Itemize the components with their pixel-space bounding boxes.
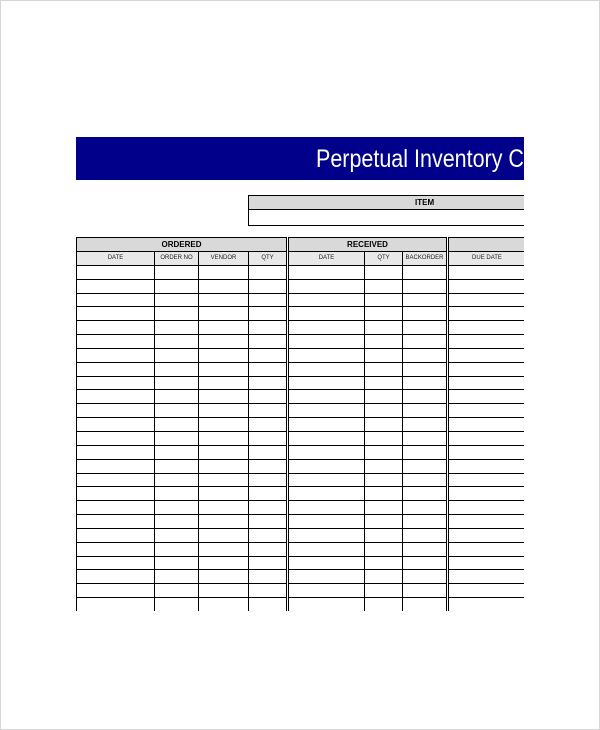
inventory-table bbox=[76, 237, 566, 611]
table-body bbox=[77, 265, 566, 611]
table-cell[interactable] bbox=[448, 418, 526, 432]
table-cell[interactable] bbox=[155, 293, 199, 307]
table-cell[interactable] bbox=[155, 542, 199, 556]
table-cell[interactable] bbox=[155, 501, 199, 515]
table-cell[interactable] bbox=[249, 293, 288, 307]
table-cell[interactable] bbox=[403, 265, 448, 279]
table-cell[interactable] bbox=[403, 390, 448, 404]
table-cell[interactable] bbox=[199, 362, 249, 376]
table-cell[interactable] bbox=[199, 542, 249, 556]
col-qty-ordered: QTY bbox=[249, 252, 288, 266]
table-cell[interactable] bbox=[249, 584, 288, 598]
table-cell[interactable] bbox=[288, 528, 365, 542]
table-cell[interactable] bbox=[448, 570, 526, 584]
table-cell[interactable] bbox=[403, 542, 448, 556]
table-cell[interactable] bbox=[155, 431, 199, 445]
col-vendor: VENDOR bbox=[199, 252, 249, 266]
table-cell[interactable] bbox=[77, 431, 155, 445]
table-row bbox=[77, 279, 566, 293]
col-order-no: ORDER NO bbox=[155, 252, 199, 266]
table-cell[interactable] bbox=[199, 584, 249, 598]
table-cell[interactable] bbox=[155, 584, 199, 598]
table-cell[interactable] bbox=[365, 279, 403, 293]
table-cell[interactable] bbox=[249, 265, 288, 279]
table-cell[interactable] bbox=[199, 335, 249, 349]
table-row bbox=[77, 598, 566, 611]
table-cell[interactable] bbox=[77, 376, 155, 390]
table-cell[interactable] bbox=[365, 570, 403, 584]
table-cell[interactable] bbox=[249, 321, 288, 335]
table-cell[interactable] bbox=[199, 348, 249, 362]
table-cell[interactable] bbox=[403, 279, 448, 293]
table-cell[interactable] bbox=[77, 515, 155, 529]
table-row bbox=[77, 570, 566, 584]
table-cell[interactable] bbox=[403, 598, 448, 611]
column-header-row bbox=[77, 252, 566, 266]
col-date-received: DATE bbox=[288, 252, 365, 266]
table-cell[interactable] bbox=[448, 598, 526, 611]
table-cell[interactable] bbox=[448, 321, 526, 335]
table-cell[interactable] bbox=[288, 390, 365, 404]
table-cell[interactable] bbox=[365, 459, 403, 473]
table-cell[interactable] bbox=[288, 584, 365, 598]
table-cell[interactable] bbox=[249, 404, 288, 418]
table-row bbox=[77, 348, 566, 362]
table-cell[interactable] bbox=[448, 390, 526, 404]
table-cell[interactable] bbox=[199, 556, 249, 570]
table-cell[interactable] bbox=[403, 487, 448, 501]
table-cell[interactable] bbox=[365, 528, 403, 542]
table-cell[interactable] bbox=[77, 348, 155, 362]
table-cell[interactable] bbox=[288, 556, 365, 570]
table-cell[interactable] bbox=[288, 307, 365, 321]
table-cell[interactable] bbox=[155, 348, 199, 362]
table-cell[interactable] bbox=[365, 501, 403, 515]
table-cell[interactable] bbox=[403, 348, 448, 362]
table-cell[interactable] bbox=[365, 265, 403, 279]
table-cell[interactable] bbox=[155, 404, 199, 418]
table-cell[interactable] bbox=[448, 307, 526, 321]
table-cell[interactable] bbox=[249, 307, 288, 321]
table-cell[interactable] bbox=[365, 473, 403, 487]
table-cell[interactable] bbox=[249, 390, 288, 404]
col-qty-received: QTY bbox=[365, 252, 403, 266]
title-banner bbox=[76, 137, 536, 180]
table-cell[interactable] bbox=[199, 570, 249, 584]
table-cell[interactable] bbox=[403, 473, 448, 487]
table-cell[interactable] bbox=[403, 556, 448, 570]
table-cell[interactable] bbox=[448, 348, 526, 362]
table-cell[interactable] bbox=[155, 307, 199, 321]
table-cell[interactable] bbox=[365, 515, 403, 529]
table-cell[interactable] bbox=[249, 542, 288, 556]
table-row bbox=[77, 584, 566, 598]
table-cell[interactable] bbox=[365, 584, 403, 598]
table-cell[interactable] bbox=[249, 556, 288, 570]
table-row bbox=[77, 376, 566, 390]
table-cell[interactable] bbox=[288, 348, 365, 362]
table-cell[interactable] bbox=[365, 598, 403, 611]
table-cell[interactable] bbox=[448, 528, 526, 542]
table-cell[interactable] bbox=[365, 348, 403, 362]
table-cell[interactable] bbox=[288, 459, 365, 473]
table-cell[interactable] bbox=[448, 515, 526, 529]
table-cell[interactable] bbox=[288, 362, 365, 376]
table-cell[interactable] bbox=[288, 418, 365, 432]
table-cell[interactable] bbox=[288, 265, 365, 279]
table-cell[interactable] bbox=[155, 390, 199, 404]
table-cell[interactable] bbox=[448, 556, 526, 570]
table-cell[interactable] bbox=[288, 598, 365, 611]
table-cell[interactable] bbox=[448, 445, 526, 459]
table-cell[interactable] bbox=[365, 335, 403, 349]
table-cell[interactable] bbox=[288, 376, 365, 390]
table-cell[interactable] bbox=[288, 542, 365, 556]
table-cell[interactable] bbox=[448, 279, 526, 293]
table-cell[interactable] bbox=[249, 570, 288, 584]
table-cell[interactable] bbox=[288, 473, 365, 487]
table-cell[interactable] bbox=[199, 376, 249, 390]
table-cell[interactable] bbox=[77, 542, 155, 556]
table-row bbox=[77, 487, 566, 501]
table-cell[interactable] bbox=[199, 293, 249, 307]
table-cell[interactable] bbox=[77, 279, 155, 293]
table-cell[interactable] bbox=[155, 335, 199, 349]
table-row bbox=[77, 335, 566, 349]
table-cell[interactable] bbox=[199, 515, 249, 529]
table-cell[interactable] bbox=[403, 404, 448, 418]
table-cell[interactable] bbox=[403, 515, 448, 529]
table-cell[interactable] bbox=[199, 307, 249, 321]
table-cell[interactable] bbox=[199, 501, 249, 515]
table-cell[interactable] bbox=[199, 459, 249, 473]
table-cell[interactable] bbox=[448, 265, 526, 279]
table-cell[interactable] bbox=[288, 293, 365, 307]
table-cell[interactable] bbox=[77, 584, 155, 598]
item-field bbox=[248, 195, 540, 226]
table-cell[interactable] bbox=[155, 556, 199, 570]
table-cell[interactable] bbox=[77, 528, 155, 542]
table-cell[interactable] bbox=[403, 335, 448, 349]
table-cell[interactable] bbox=[365, 362, 403, 376]
table-cell[interactable] bbox=[77, 445, 155, 459]
table-cell[interactable] bbox=[288, 515, 365, 529]
table-cell[interactable] bbox=[199, 404, 249, 418]
table-cell[interactable] bbox=[155, 570, 199, 584]
table-row bbox=[77, 404, 566, 418]
table-cell[interactable] bbox=[77, 459, 155, 473]
col-date-ordered: DATE bbox=[77, 252, 155, 266]
table-cell[interactable] bbox=[288, 487, 365, 501]
table-cell[interactable] bbox=[448, 293, 526, 307]
table-cell[interactable] bbox=[403, 570, 448, 584]
table-cell[interactable] bbox=[249, 431, 288, 445]
table-cell[interactable] bbox=[365, 390, 403, 404]
table-cell[interactable] bbox=[155, 279, 199, 293]
table-cell[interactable] bbox=[365, 404, 403, 418]
table-cell[interactable] bbox=[448, 542, 526, 556]
table-cell[interactable] bbox=[77, 307, 155, 321]
table-cell[interactable] bbox=[403, 321, 448, 335]
table-cell[interactable] bbox=[199, 473, 249, 487]
table-cell[interactable] bbox=[199, 528, 249, 542]
table-cell[interactable] bbox=[155, 376, 199, 390]
table-row bbox=[77, 501, 566, 515]
table-cell[interactable] bbox=[288, 445, 365, 459]
table-cell[interactable] bbox=[155, 515, 199, 529]
table-cell[interactable] bbox=[288, 431, 365, 445]
page-title: Perpetual Inventory C bbox=[316, 145, 524, 173]
table-cell[interactable] bbox=[77, 335, 155, 349]
table-cell[interactable] bbox=[365, 376, 403, 390]
table-cell[interactable] bbox=[365, 307, 403, 321]
col-backorder: BACKORDER bbox=[403, 252, 448, 266]
col-due-date: DUE DATE bbox=[448, 252, 526, 266]
table-cell[interactable] bbox=[249, 515, 288, 529]
table-cell[interactable] bbox=[365, 321, 403, 335]
table-cell[interactable] bbox=[403, 376, 448, 390]
table-row bbox=[77, 542, 566, 556]
table-cell[interactable] bbox=[365, 418, 403, 432]
table-cell[interactable] bbox=[249, 418, 288, 432]
table-cell[interactable] bbox=[448, 431, 526, 445]
table-cell[interactable] bbox=[77, 487, 155, 501]
table-row bbox=[77, 445, 566, 459]
table-cell[interactable] bbox=[249, 279, 288, 293]
table-cell[interactable] bbox=[77, 473, 155, 487]
table-cell[interactable] bbox=[77, 321, 155, 335]
table-cell[interactable] bbox=[199, 265, 249, 279]
table-row bbox=[77, 362, 566, 376]
table-cell[interactable] bbox=[249, 528, 288, 542]
table-cell[interactable] bbox=[249, 459, 288, 473]
page-clip-edge bbox=[524, 121, 600, 641]
table-cell[interactable] bbox=[155, 418, 199, 432]
table-cell[interactable] bbox=[155, 321, 199, 335]
table-cell[interactable] bbox=[448, 459, 526, 473]
table-cell[interactable] bbox=[77, 293, 155, 307]
table-cell[interactable] bbox=[249, 598, 288, 611]
table-cell[interactable] bbox=[249, 487, 288, 501]
table-cell[interactable] bbox=[249, 335, 288, 349]
table-cell[interactable] bbox=[155, 487, 199, 501]
table-cell[interactable] bbox=[77, 390, 155, 404]
table-cell[interactable] bbox=[199, 598, 249, 611]
table-cell[interactable] bbox=[77, 501, 155, 515]
table-row bbox=[77, 390, 566, 404]
table-cell[interactable] bbox=[249, 348, 288, 362]
table-cell[interactable] bbox=[403, 362, 448, 376]
table-cell[interactable] bbox=[365, 293, 403, 307]
table-cell[interactable] bbox=[249, 362, 288, 376]
table-cell[interactable] bbox=[288, 335, 365, 349]
table-cell[interactable] bbox=[403, 501, 448, 515]
table-cell[interactable] bbox=[403, 293, 448, 307]
table-cell[interactable] bbox=[365, 445, 403, 459]
table-cell[interactable] bbox=[199, 390, 249, 404]
table-cell[interactable] bbox=[199, 487, 249, 501]
table-cell[interactable] bbox=[77, 556, 155, 570]
table-cell[interactable] bbox=[403, 307, 448, 321]
table-cell[interactable] bbox=[249, 445, 288, 459]
table-cell[interactable] bbox=[77, 404, 155, 418]
table-row bbox=[77, 293, 566, 307]
table-cell[interactable] bbox=[199, 445, 249, 459]
table-cell[interactable] bbox=[403, 431, 448, 445]
table-row bbox=[77, 307, 566, 321]
table-cell[interactable] bbox=[448, 335, 526, 349]
ordered-group-header: ORDERED bbox=[77, 238, 288, 252]
table-cell[interactable] bbox=[199, 321, 249, 335]
group-header-row bbox=[77, 238, 566, 252]
table-cell[interactable] bbox=[365, 431, 403, 445]
received-group-header: RECEIVED bbox=[288, 238, 448, 252]
table-cell[interactable] bbox=[199, 418, 249, 432]
table-cell[interactable] bbox=[403, 528, 448, 542]
table-cell[interactable] bbox=[403, 584, 448, 598]
table-row bbox=[77, 515, 566, 529]
table-cell[interactable] bbox=[365, 556, 403, 570]
table-cell[interactable] bbox=[448, 362, 526, 376]
table-row bbox=[77, 418, 566, 432]
table-cell[interactable] bbox=[77, 598, 155, 611]
table-cell[interactable] bbox=[288, 404, 365, 418]
table-cell[interactable] bbox=[249, 501, 288, 515]
table-row bbox=[77, 459, 566, 473]
table-cell[interactable] bbox=[155, 598, 199, 611]
table-cell[interactable] bbox=[77, 265, 155, 279]
item-label: ITEM bbox=[249, 196, 539, 210]
table-cell[interactable] bbox=[403, 445, 448, 459]
table-cell[interactable] bbox=[403, 459, 448, 473]
table-cell[interactable] bbox=[448, 376, 526, 390]
table-cell[interactable] bbox=[155, 445, 199, 459]
table-cell[interactable] bbox=[77, 418, 155, 432]
table-row bbox=[77, 265, 566, 279]
table-cell[interactable] bbox=[403, 418, 448, 432]
table-cell[interactable] bbox=[155, 265, 199, 279]
table-cell[interactable] bbox=[77, 570, 155, 584]
table-cell[interactable] bbox=[448, 584, 526, 598]
table-cell[interactable] bbox=[288, 570, 365, 584]
table-cell[interactable] bbox=[448, 501, 526, 515]
table-cell[interactable] bbox=[448, 473, 526, 487]
table-cell[interactable] bbox=[199, 279, 249, 293]
item-value-cell[interactable] bbox=[249, 210, 539, 224]
table-cell[interactable] bbox=[448, 404, 526, 418]
table-cell[interactable] bbox=[365, 487, 403, 501]
table-row bbox=[77, 321, 566, 335]
table-row bbox=[77, 556, 566, 570]
table-cell[interactable] bbox=[155, 362, 199, 376]
table-cell[interactable] bbox=[448, 487, 526, 501]
table-cell[interactable] bbox=[199, 431, 249, 445]
table-row bbox=[77, 473, 566, 487]
table-cell[interactable] bbox=[365, 542, 403, 556]
table-cell[interactable] bbox=[288, 321, 365, 335]
table-row bbox=[77, 431, 566, 445]
table-cell[interactable] bbox=[288, 279, 365, 293]
table-cell[interactable] bbox=[288, 501, 365, 515]
table-cell[interactable] bbox=[249, 376, 288, 390]
table-cell[interactable] bbox=[155, 473, 199, 487]
table-cell[interactable] bbox=[155, 528, 199, 542]
table-row bbox=[77, 528, 566, 542]
table-cell[interactable] bbox=[155, 459, 199, 473]
table-cell[interactable] bbox=[77, 362, 155, 376]
table-cell[interactable] bbox=[249, 473, 288, 487]
